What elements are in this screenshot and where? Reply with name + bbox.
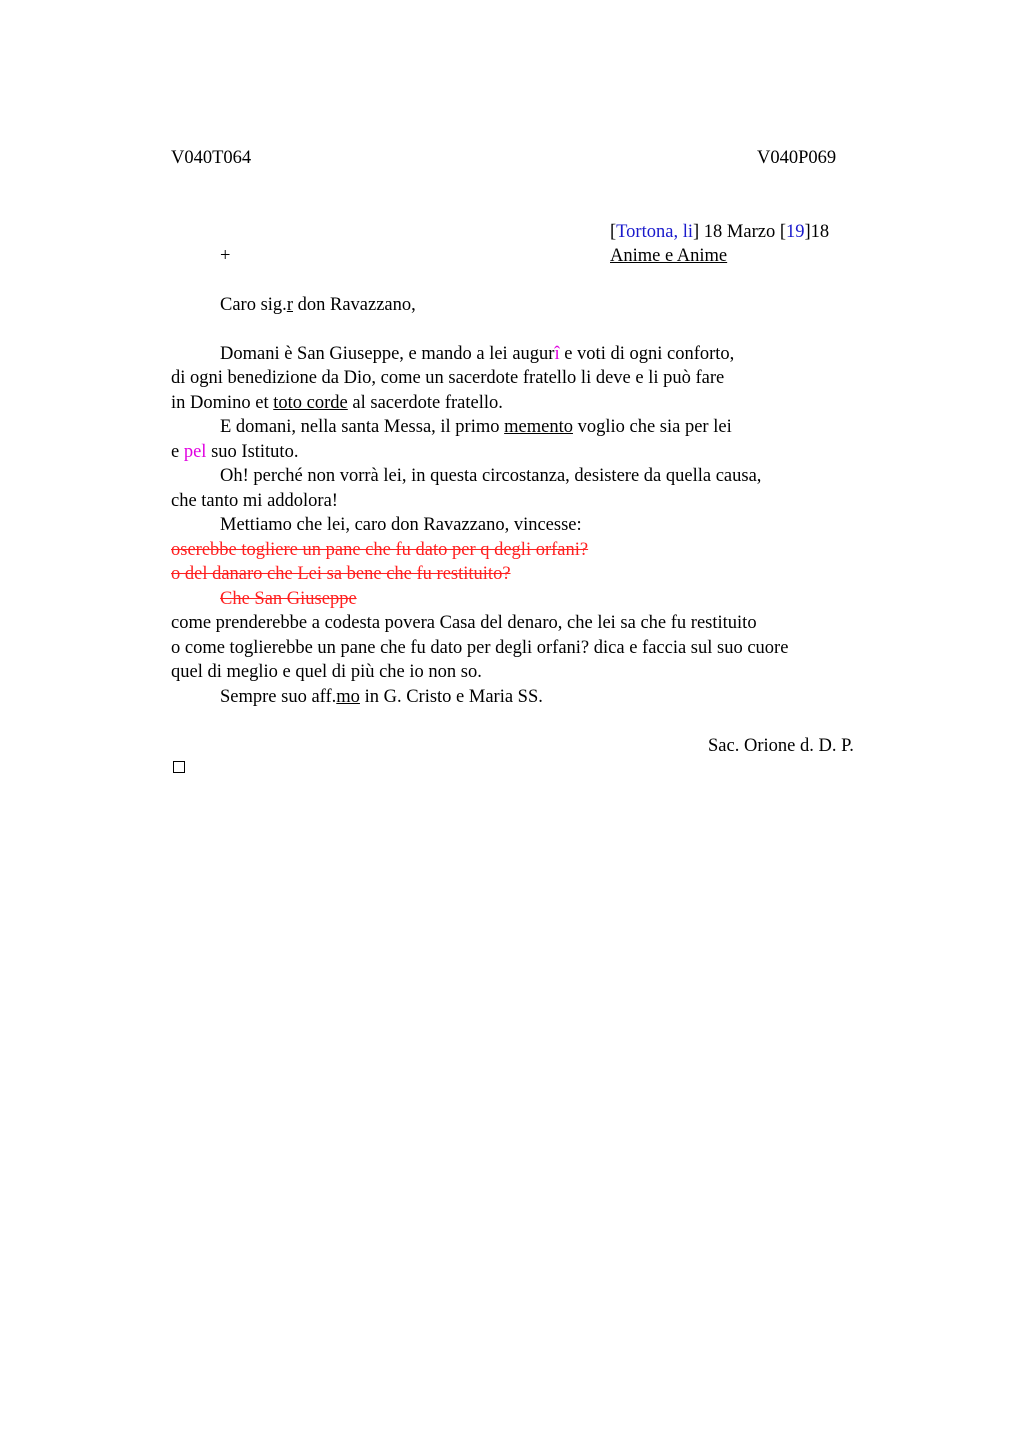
signature: Sac. Orione d. D. P. [708,736,854,756]
dateline [610,221,829,243]
greeting [220,294,416,316]
body-line [220,416,732,438]
variant-mark: pel [183,442,207,462]
document-code-right: V040P069 [757,148,837,168]
dateline-year-prefix: 19 [785,222,805,242]
body-text: Sempre suo aff. [220,687,337,707]
variant-mark: î [554,344,560,364]
dateline-place: Tortona, li [616,222,693,242]
cross-symbol: + [220,246,231,266]
struck-line: oserebbe togliere un pane che fu dato per q degli orfani? [171,540,589,560]
body-text: Domani è San Giuseppe, e mando a lei augur [220,344,555,364]
greeting-text: Caro sig. [220,295,287,315]
greeting-text: don Ravazzano, [292,295,416,315]
body-text: in Domino et [171,393,274,413]
underlined-phrase: mo [336,687,360,707]
body-line [220,343,734,365]
struck-line: o del danaro che Lei sa bene che fu restituito? [171,564,511,584]
closing-line [220,686,543,708]
body-line: che tanto mi addolora! [171,491,338,511]
body-text: suo Istituto. [206,442,299,462]
body-text: al sacerdote fratello. [347,393,503,413]
body-line: di ogni benedizione da Dio, come un sacerdote fratello li deve e li può fare [171,368,725,388]
dateline-bracket: [ [610,222,617,242]
body-line [171,392,503,414]
motto: Anime e Anime [610,246,728,266]
body-line [171,441,298,463]
greeting-underlined: r [286,295,293,315]
body-line: o come toglierebbe un pane che fu dato per degli orfani? dica e faccia sul suo cuore [171,638,789,658]
underlined-phrase: memento [504,417,573,437]
struck-line: Che San Giuseppe [220,589,357,609]
body-text: E domani, nella santa Messa, il primo [220,417,505,437]
dateline-year: ]18 [804,222,830,242]
body-line: Oh! perché non vorrà lei, in questa circostanza, desistere da quella causa, [220,466,762,486]
body-line: come prenderebbe a codesta povera Casa del denaro, che lei sa che fu restituito [171,613,757,633]
body-line: Mettiamo che lei, caro don Ravazzano, vincesse: [220,515,582,535]
body-text: e [171,442,184,462]
body-text: in G. Cristo e Maria SS. [359,687,543,707]
dateline-bracket: ] [692,222,700,242]
body-text: voglio che sia per lei [572,417,732,437]
body-line: quel di meglio e quel di più che io non so. [171,662,482,682]
dateline-date: 18 Marzo [ [699,222,786,242]
end-mark-box [173,761,185,773]
underlined-phrase: toto corde [273,393,348,413]
document-code-left: V040T064 [171,148,252,168]
body-text: e voti di ogni conforto, [559,344,735,364]
